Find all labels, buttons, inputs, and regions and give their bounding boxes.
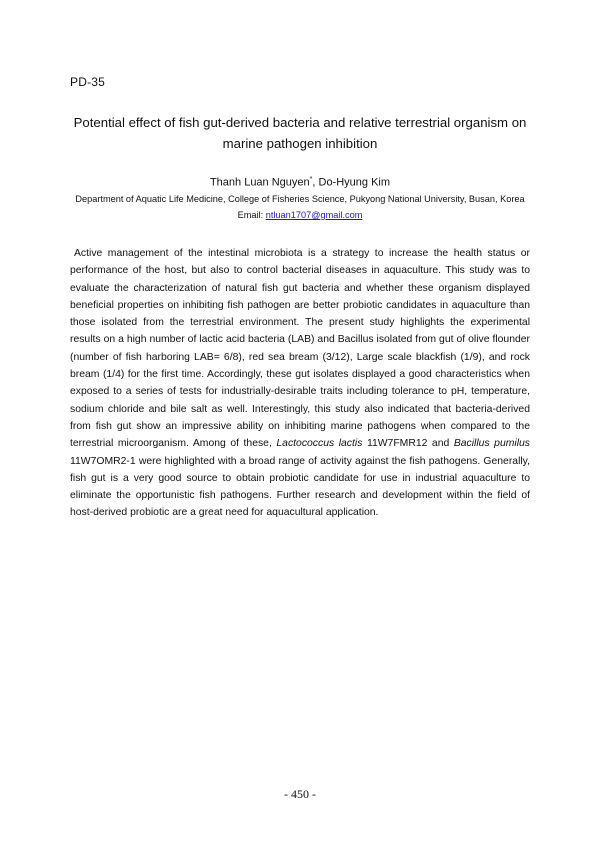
author-name: Thanh Luan Nguyen <box>209 176 310 189</box>
species-name: Lactococcus lactis <box>276 438 363 450</box>
email-link[interactable]: ntluan1707@gmail.com <box>265 210 363 220</box>
author-name: Do-Hyung Kim <box>318 176 391 189</box>
abstract-paragraph <box>70 245 530 522</box>
title-line-2: marine pathogen inhibition <box>222 136 378 151</box>
abstract-text: 11W7FMR12 and <box>362 438 454 450</box>
author-separator: , <box>312 176 319 189</box>
abstract-code: PD-35 <box>70 75 106 89</box>
email-line <box>60 210 540 220</box>
page-number: - 450 - <box>284 787 316 801</box>
title-line-1: Potential effect of fish gut-derived bacteria and relative terrestrial organism on <box>73 115 527 130</box>
paper-title <box>60 112 540 154</box>
affiliation: Department of Aquatic Life Medicine, College of Fisheries Science, Pukyong National University, Busan, Korea <box>75 194 525 204</box>
species-name: Bacillus pumilus <box>453 438 530 450</box>
author-list <box>60 176 540 189</box>
abstract-body <box>70 245 530 522</box>
abstract-text: Active management of the intestinal microbiota is a strategy to increase the health status or performance of the host, but also to control bacterial diseases in aquaculture. This study was to evaluate the characterization of natural fish gut bacteria and whether these organism displayed beneficial properties on inhibiting fish pathogen are better probiotic candidates in aquaculture than those isolated from the terrestrial environment. The present study highlights the experimental results on a high number of lactic acid bacteria (LAB) and Bacillus isolated from gut of olive flounder (number of fish harboring LAB= 6/8), red sea bream (3/12), Large scale blackfish (1/9), and rock bream (1/4) for the first time. Accordingly, these gut isolates displayed a good characteristics when exposed to a series of tests for industrially-desirable traits including tolerance to pH, temperature, sodium chloride and bile salt as well. Interestingly, this study also indicated that bacteria-derived from fish gut show an impressive ability on inhibiting marine pathogens when compared to the terrestrial microorganism. Among of these, <box>70 248 530 450</box>
corresponding-author-mark: * <box>309 176 313 183</box>
email-label: Email: <box>237 210 266 220</box>
abstract-text: 11W7OMR2-1 were highlighted with a broad range of activity against the fish pathogens. Generally, fish gut is a very good source to obtain probiotic candidate for use in industrial aquaculture to eliminate the opportunistic fish pathogens. Further research and development within the field of host-derived probiotic are a great need for aquacultural application. <box>70 455 530 519</box>
